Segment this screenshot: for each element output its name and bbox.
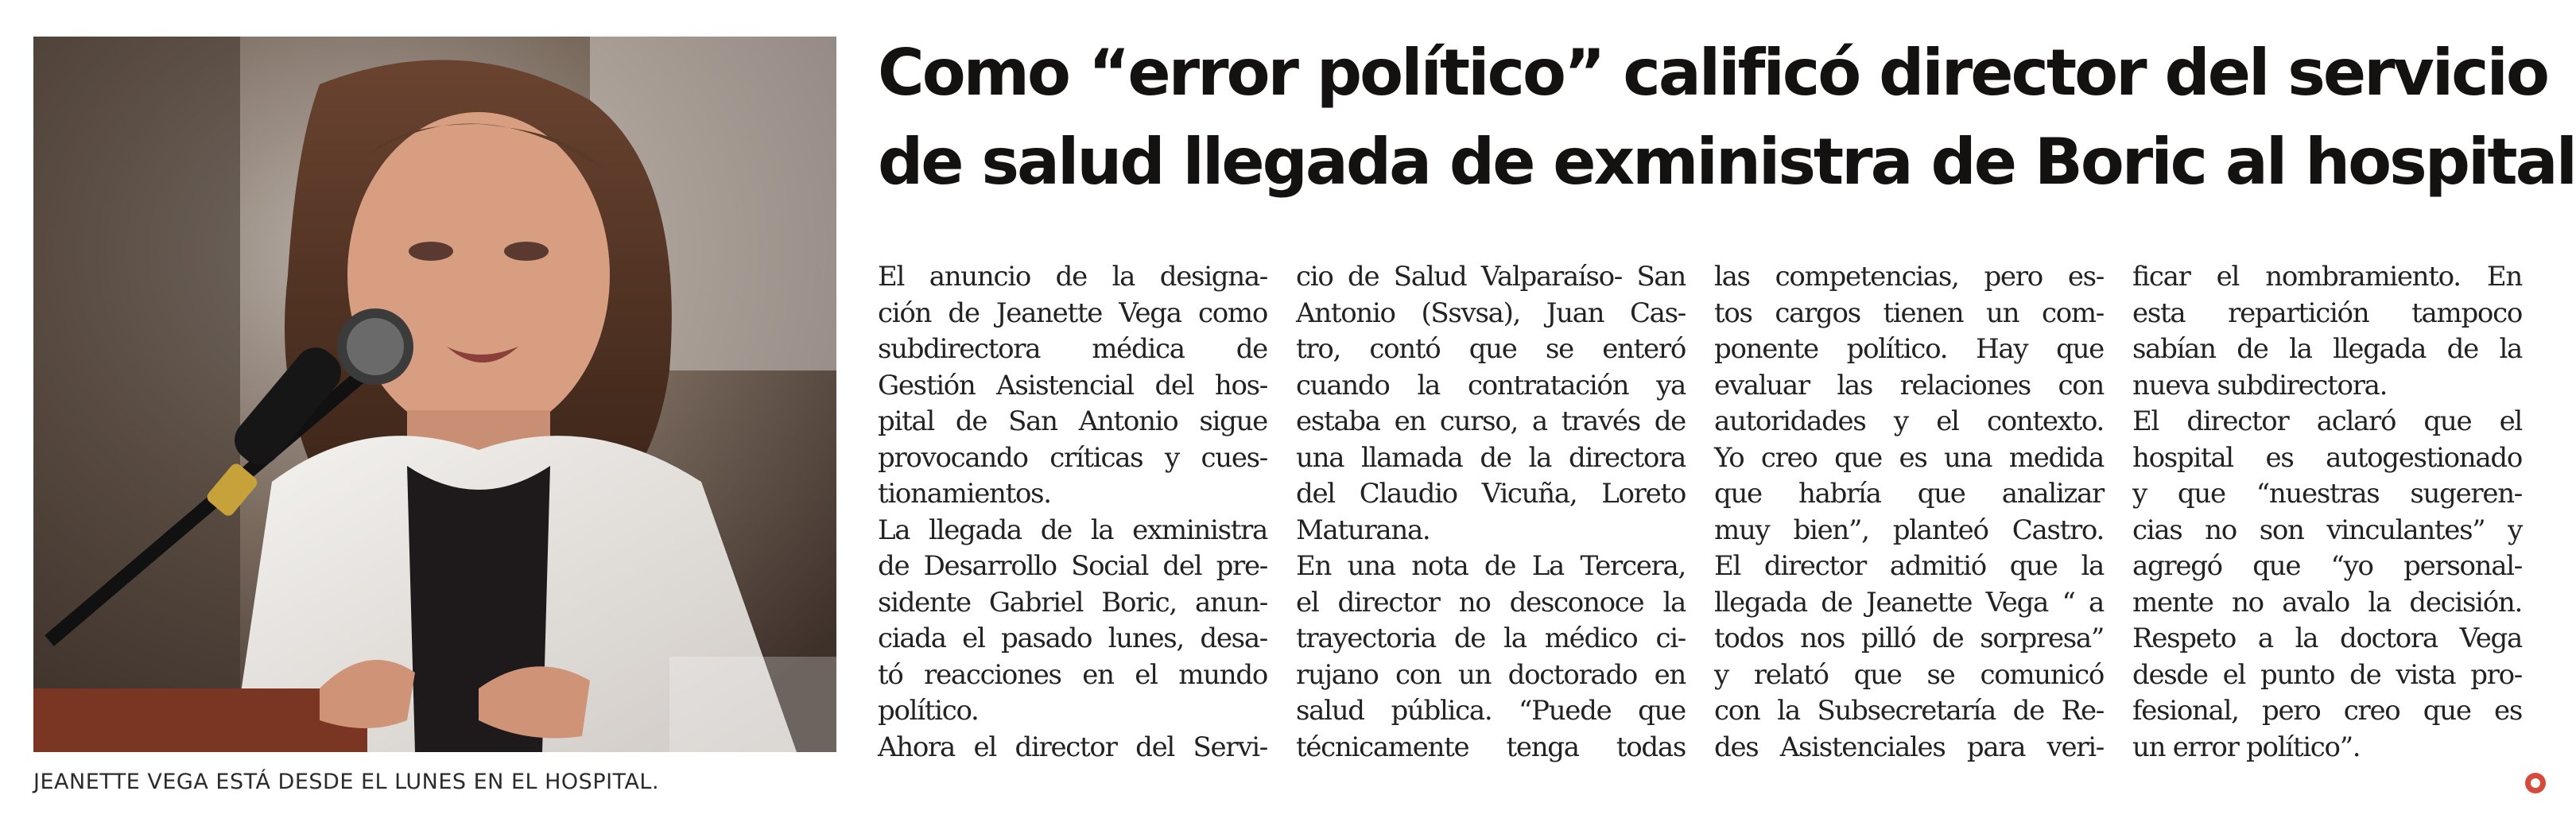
column-line: En una nota de La Tercera, <box>1296 550 1686 582</box>
column-line: salud pública. “Puede que <box>1296 695 1686 727</box>
column-line: El anuncio de la designa- <box>878 261 1267 293</box>
column-line: con la Subsecretaría de Re- <box>1714 695 2104 727</box>
column-line: trayectoria de la médico ci- <box>1296 622 1686 654</box>
column-line: Ahora el director del Servi- <box>878 731 1267 763</box>
column-line: cio de Salud Valparaíso- San <box>1296 261 1686 293</box>
column-line: nueva subdirectora. <box>2132 369 2388 401</box>
column-line: tro, contó que se enteró <box>1296 333 1686 365</box>
column-line: Respeto a la doctora Vega <box>2132 622 2522 654</box>
column-line: ción de Jeanette Vega como <box>878 297 1267 329</box>
column-line: todos nos pilló de sorpresa” <box>1714 622 2104 654</box>
column-line: y relató que se comunicó <box>1714 658 2104 691</box>
column-line: des Asistenciales para veri- <box>1714 731 2104 763</box>
column-line: rujano con un doctorado en <box>1296 658 1686 691</box>
column-line: cias no son vinculantes” y <box>2132 514 2522 546</box>
column-line: Maturana. <box>1296 514 1430 546</box>
column-line: ficar el nombramiento. En <box>2132 261 2522 293</box>
column-line: El director admitió que la <box>1714 550 2104 582</box>
column-line: de Desarrollo Social del pre- <box>878 550 1267 582</box>
column-line: tionamientos. <box>878 478 1051 510</box>
column-line: autoridades y el contexto. <box>1714 405 2104 437</box>
article-headline <box>878 29 2576 207</box>
article-column-3 <box>1714 259 2104 766</box>
column-line: ciada el pasado lunes, desa- <box>878 622 1267 654</box>
headline-line: Como “error político” calificó director del servicio <box>878 36 2547 110</box>
column-line: tos cargos tienen un com- <box>1714 297 2104 329</box>
column-line: tó reacciones en el mundo <box>878 658 1267 691</box>
article-column-1 <box>878 259 1267 766</box>
column-line: cuando la contratación ya <box>1296 369 1686 401</box>
article-column-2 <box>1296 259 1686 766</box>
column-line: El director aclaró que el <box>2132 405 2522 437</box>
column-line: que habría que analizar <box>1714 478 2104 510</box>
column-line: político. <box>878 695 979 727</box>
headline-line: de salud llegada de exministra de Boric al hospital <box>878 125 2576 199</box>
column-line: agregó que “yo personal- <box>2132 550 2522 582</box>
column-line: Yo creo que es una medida <box>1714 441 2104 474</box>
column-line: sabían de la llegada de la <box>2132 333 2522 365</box>
column-line: y que “nuestras sugeren- <box>2132 478 2522 510</box>
photo-caption: JEANETTE VEGA ESTÁ DESDE EL LUNES EN EL HOSPITAL. <box>33 770 660 794</box>
column-line: fesional, pero creo que es <box>2132 695 2522 727</box>
column-line: muy bien”, planteó Castro. <box>1714 514 2104 546</box>
column-line: un error político”. <box>2132 731 2361 763</box>
column-line: sidente Gabriel Boric, anun- <box>878 586 1267 619</box>
article-column-4 <box>2132 259 2522 766</box>
column-line: hospital es autogestionado <box>2132 441 2522 474</box>
column-line: Antonio (Ssvsa), Juan Cas- <box>1296 297 1686 329</box>
column-line: mente no avalo la decisión. <box>2132 586 2522 619</box>
column-line: estaba en curso, a través de <box>1296 405 1686 437</box>
column-line: Gestión Asistencial del hos- <box>878 369 1267 401</box>
column-line: técnicamente tenga todas <box>1296 731 1686 763</box>
end-of-article-icon <box>2525 773 2546 793</box>
speaker-at-microphone-image <box>33 37 836 752</box>
column-line: del Claudio Vicuña, Loreto <box>1296 478 1686 510</box>
column-line: subdirectora médica de <box>878 333 1267 365</box>
column-line: pital de San Antonio sigue <box>878 405 1267 437</box>
column-line: provocando críticas y cues- <box>878 441 1267 474</box>
column-line: desde el punto de vista pro- <box>2132 658 2522 691</box>
column-line: evaluar las relaciones con <box>1714 369 2104 401</box>
column-line: esta repartición tampoco <box>2132 297 2522 329</box>
column-line: La llegada de la exministra <box>878 514 1267 546</box>
column-line: llegada de Jeanette Vega “ a <box>1714 586 2104 619</box>
article-photo <box>33 37 836 752</box>
column-line: una llamada de la directora <box>1296 441 1686 474</box>
column-line: las competencias, pero es- <box>1714 261 2104 293</box>
column-line: ponente político. Hay que <box>1714 333 2104 365</box>
column-line: el director no desconoce la <box>1296 586 1686 619</box>
